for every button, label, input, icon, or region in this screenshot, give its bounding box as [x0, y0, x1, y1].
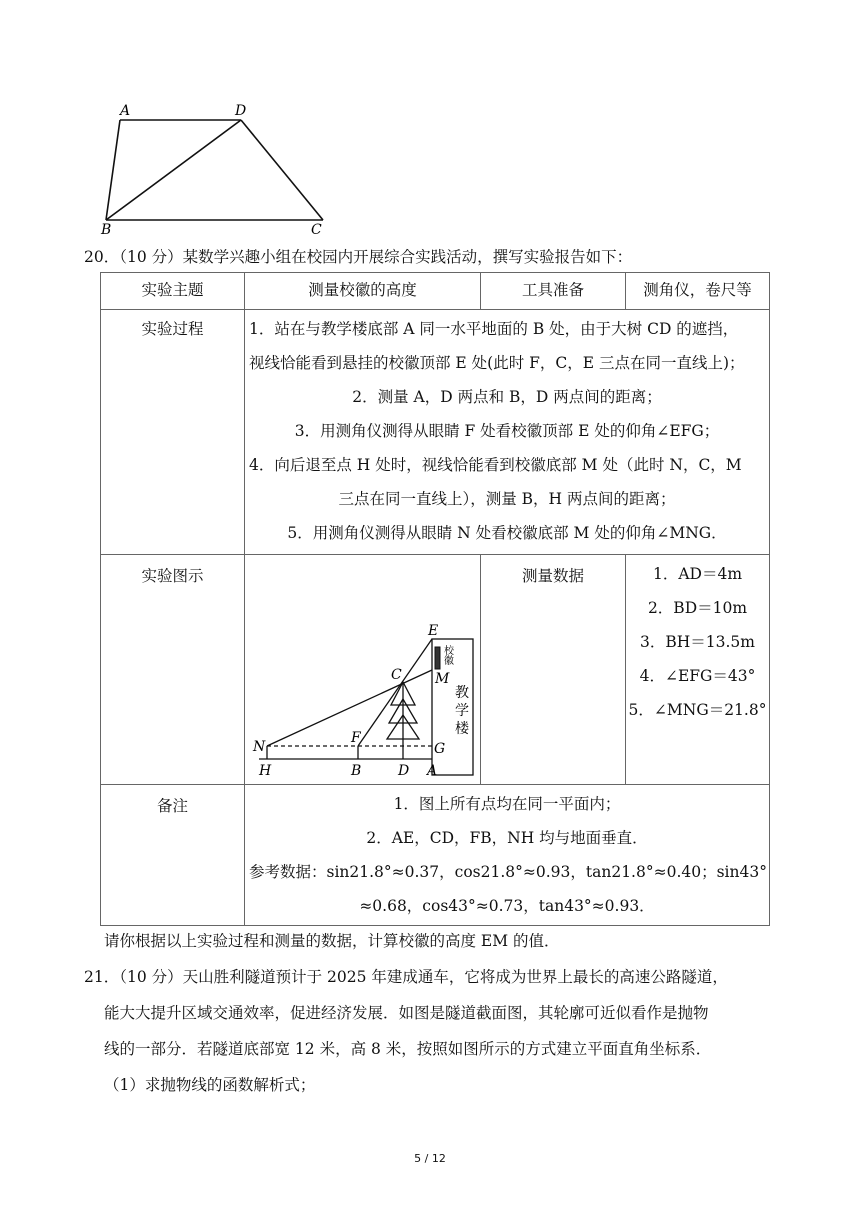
q20-heading: 20．（10 分）某数学兴趣小组在校园内开展综合实践活动，撰写实验报告如下： [84, 248, 633, 266]
process-line: 1．站在与教学楼底部 A 同一水平地面的 B 处，由于大树 CD 的遮挡， [249, 320, 739, 338]
point-m: M [435, 671, 450, 687]
point-n: N [253, 739, 266, 755]
header-topic-value: 测量校徽的高度 [245, 273, 481, 310]
point-c: C [391, 667, 402, 683]
data-line: 4．∠EFG＝43° [639, 667, 756, 685]
point-h: H [259, 763, 272, 779]
label-a: A [120, 103, 131, 119]
notes-cell [245, 785, 770, 926]
label-b: B [101, 222, 112, 238]
trapezoid-figure [95, 100, 335, 238]
q21-line: 线的一部分．若隧道底部宽 12 米，高 8 米，按照如图所示的方式建立平面直角坐标系． [104, 1040, 712, 1058]
q21-line: 能大大提升区域交通效率，促进经济发展．如图是隧道截面图，其轮廓可近似看作是抛物 [104, 1004, 709, 1022]
process-line: 4．向后退至点 H 处时，视线恰能看到校徽底部 M 处（此时 N，C，M [249, 456, 742, 474]
notes-line: ≈0.68，cos43°≈0.73，tan43°≈0.93． [359, 897, 655, 915]
q20-question: 请你根据以上实验过程和测量的数据，计算校徽的高度 EM 的值． [104, 932, 560, 950]
notes-line: 2．AE，CD，FB，NH 均与地面垂直． [366, 829, 648, 847]
point-d: D [398, 763, 410, 779]
header-tools-value: 测角仪，卷尺等 [626, 273, 770, 310]
point-b: B [351, 763, 362, 779]
badge-label: 校徽 [441, 645, 453, 665]
building-label [455, 684, 470, 737]
process-cell [245, 310, 770, 555]
svg-text:楼: 楼 [455, 721, 469, 737]
svg-text:教: 教 [455, 685, 469, 701]
process-line: 2．测量 A，D 两点和 B，D 两点间的距离； [352, 388, 662, 406]
data-line: 3．BH＝13.5m [640, 633, 755, 651]
data-label: 测量数据 [481, 555, 626, 785]
svg-text:学: 学 [455, 703, 469, 719]
notes-label: 备注 [101, 785, 245, 926]
measurement-diagram [245, 555, 481, 783]
process-line: 5．用测角仪测得从眼睛 N 处看校徽底部 M 处的仰角∠MNG． [287, 524, 727, 542]
data-line: 1．AD＝4m [652, 565, 743, 583]
q21-line: （1）求抛物线的函数解析式； [104, 1076, 316, 1094]
process-line: 3．用测角仪测得从眼睛 F 处看校徽顶部 E 处的仰角∠EFG； [294, 422, 720, 440]
page-number: 5 / 12 [414, 1152, 446, 1165]
point-a: A [427, 763, 438, 779]
point-e: E [428, 623, 439, 639]
label-d: D [235, 103, 247, 119]
q21-line: 21．（10 分）天山胜利隧道预计于 2025 年建成通车，它将成为世界上最长的高速公路隧道， [84, 968, 728, 986]
point-f: F [351, 730, 361, 746]
process-line: 视线恰能看到悬挂的校徽顶部 E 处(此时 F，C，E 三点在同一直线上)； [249, 354, 745, 372]
label-c: C [311, 222, 322, 238]
header-topic-label: 实验主题 [101, 273, 245, 310]
notes-line: 1．图上所有点均在同一平面内； [393, 795, 621, 813]
process-line: 三点在同一直线上），测量 B，H 两点间的距离； [338, 490, 676, 508]
notes-line: 参考数据：sin21.8°≈0.37，cos21.8°≈0.93，tan21.8°≈0.40；sin43° [249, 863, 767, 881]
figure-label: 实验图示 [101, 555, 245, 785]
data-line: 5．∠MNG＝21.8° [628, 701, 767, 719]
point-g: G [434, 741, 446, 757]
data-line: 2．BD＝10m [647, 599, 748, 617]
figure-cell [245, 555, 481, 785]
data-cell [626, 555, 770, 785]
experiment-report-table [100, 272, 770, 926]
header-tools-label: 工具准备 [481, 273, 626, 310]
process-label: 实验过程 [101, 310, 245, 555]
